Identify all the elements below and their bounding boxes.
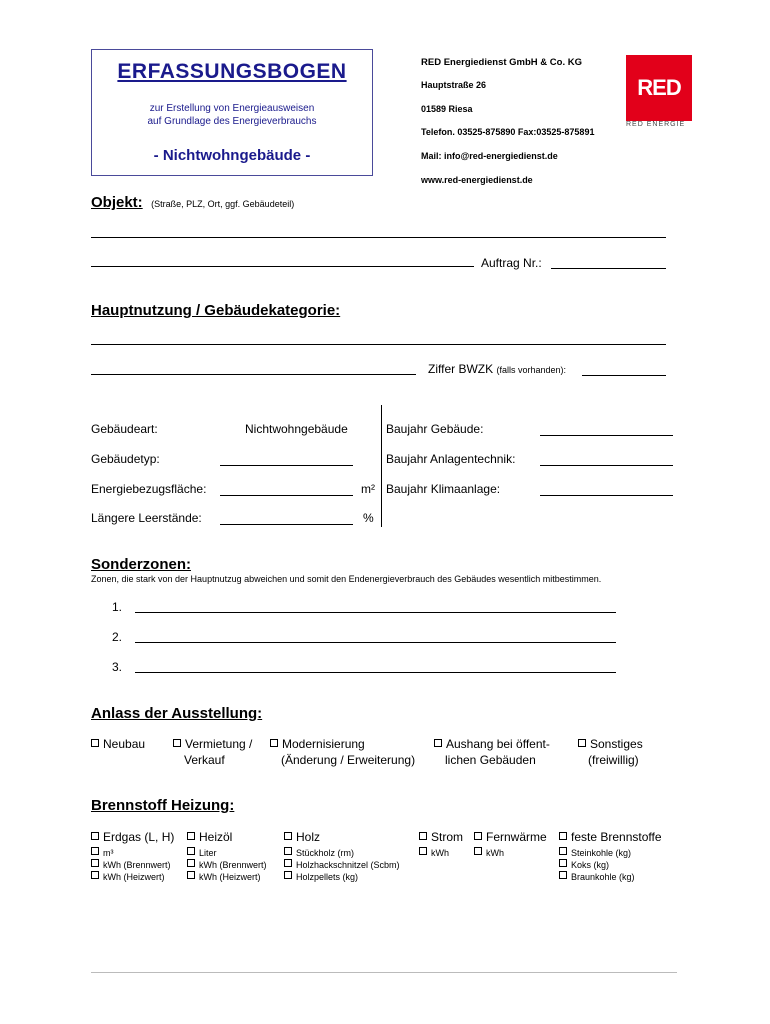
anlass-label: Anlass der Ausstellung: bbox=[91, 705, 263, 722]
subtitle-line-2: auf Grundlage des Energieverbrauchs bbox=[147, 116, 317, 127]
sonderzone-line-3[interactable] bbox=[135, 672, 616, 673]
checkbox-sonstiges[interactable] bbox=[578, 739, 586, 747]
gebaeudetyp-label: Gebäudetyp: bbox=[91, 452, 160, 466]
hauptnutzung-label: Hauptnutzung / Gebäudekategorie: bbox=[91, 302, 341, 319]
fernwaerme-unit-kwh-label: kWh bbox=[486, 848, 504, 858]
fernwaerme-unit-kwh[interactable] bbox=[474, 847, 504, 858]
checkbox-feste-steinkohle[interactable] bbox=[559, 847, 567, 855]
anlass-neubau[interactable] bbox=[91, 737, 145, 751]
gebaeudeart-label: Gebäudeart: bbox=[91, 422, 158, 436]
erdgas-unit-kwh-heizwert-label: kWh (Heizwert) bbox=[103, 872, 165, 882]
anlass-neubau-label: Neubau bbox=[103, 737, 146, 751]
checkbox-heizoel-kwh-heizwert[interactable] bbox=[187, 871, 195, 879]
sonderzone-number-2: 2. bbox=[112, 630, 123, 644]
checkbox-holz[interactable] bbox=[284, 832, 292, 840]
heizoel-unit-kwh-brennwert[interactable] bbox=[187, 859, 267, 870]
energiebezug-label: Energiebezugsfläche: bbox=[91, 482, 207, 496]
feste-unit-steinkohle[interactable] bbox=[559, 847, 631, 858]
company-street: Hauptstraße 26 bbox=[421, 80, 487, 90]
energiebezug-input-line[interactable] bbox=[220, 495, 353, 496]
logo-subtext: RED ENERGIE bbox=[626, 121, 686, 128]
anlass-vermietung-label: Vermietung / bbox=[185, 737, 253, 751]
checkbox-aushang[interactable] bbox=[434, 739, 442, 747]
checkbox-neubau[interactable] bbox=[91, 739, 99, 747]
anlass-modernisierung-line-2: (Änderung / Erweiterung) bbox=[281, 753, 416, 767]
gebaeudeart-value: Nichtwohngebäude bbox=[245, 422, 348, 436]
holz-unit-pellets[interactable] bbox=[284, 871, 358, 882]
baujahr-anlagen-input-line[interactable] bbox=[540, 465, 673, 466]
erdgas-unit-kwh-heizwert[interactable] bbox=[91, 871, 165, 882]
brennstoff-feste[interactable] bbox=[559, 830, 662, 844]
heizoel-unit-kwh-heizwert[interactable] bbox=[187, 871, 261, 882]
checkbox-fernwaerme-kwh[interactable] bbox=[474, 847, 482, 855]
objekt-hint: (Straße, PLZ, Ort, ggf. Gebäudeteil) bbox=[151, 199, 295, 209]
objekt-line-1[interactable] bbox=[91, 237, 666, 238]
anlass-aushang[interactable] bbox=[434, 737, 550, 751]
anlass-aushang-line-2: lichen Gebäuden bbox=[445, 753, 536, 767]
checkbox-fernwaerme[interactable] bbox=[474, 832, 482, 840]
checkbox-feste-braunkohle[interactable] bbox=[559, 871, 567, 879]
leerstaende-unit: % bbox=[363, 511, 374, 525]
sonderzone-line-1[interactable] bbox=[135, 612, 616, 613]
company-web: www.red-energiedienst.de bbox=[421, 175, 533, 185]
feste-unit-koks[interactable] bbox=[559, 859, 609, 870]
holz-unit-hackschnitzel[interactable] bbox=[284, 859, 400, 870]
footer-divider bbox=[91, 972, 677, 973]
leerstaende-label: Längere Leerstände: bbox=[91, 511, 202, 525]
company-name: RED Energiedienst GmbH & Co. KG bbox=[421, 57, 582, 68]
anlass-sonstiges-line-2: (freiwillig) bbox=[588, 753, 639, 767]
checkbox-holz-pellets[interactable] bbox=[284, 871, 292, 879]
sonderzone-number-1: 1. bbox=[112, 600, 123, 614]
objekt-line-2[interactable] bbox=[91, 266, 474, 267]
checkbox-feste-koks[interactable] bbox=[559, 859, 567, 867]
auftrag-input-line[interactable] bbox=[551, 268, 666, 269]
heizoel-unit-kwh-brennwert-label: kWh (Brennwert) bbox=[199, 860, 267, 870]
company-city: 01589 Riesa bbox=[421, 104, 473, 114]
ziffer-colon: : bbox=[563, 365, 567, 375]
checkbox-modernisierung[interactable] bbox=[270, 739, 278, 747]
heizoel-unit-kwh-heizwert-label: kWh (Heizwert) bbox=[199, 872, 261, 882]
strom-label: Strom bbox=[431, 830, 464, 844]
erdgas-unit-m3-label: m³ bbox=[103, 848, 114, 858]
brennstoff-label: Brennstoff Heizung: bbox=[91, 797, 235, 814]
brennstoff-heizoel[interactable] bbox=[187, 830, 232, 844]
strom-unit-kwh[interactable] bbox=[419, 847, 449, 858]
auftrag-label: Auftrag Nr.: bbox=[481, 256, 542, 270]
objekt-section bbox=[91, 194, 294, 212]
red-logo bbox=[626, 55, 692, 121]
checkbox-strom[interactable] bbox=[419, 832, 427, 840]
holz-unit-hackschnitzel-label: Holzhackschnitzel (Scbm) bbox=[296, 860, 400, 870]
leerstaende-input-line[interactable] bbox=[220, 524, 353, 525]
checkbox-heizoel-kwh-brennwert[interactable] bbox=[187, 859, 195, 867]
sonderzonen-description: Zonen, die stark von der Hauptnutzug abweichen und somit den Endenergieverbrauch des Gebäudes wesentlich mitbestimmen. bbox=[91, 574, 602, 584]
erdgas-unit-m3[interactable] bbox=[91, 847, 114, 858]
ziffer-label: Ziffer BWZK bbox=[428, 362, 494, 376]
energiebezug-unit: m² bbox=[361, 482, 375, 496]
holz-label: Holz bbox=[296, 830, 321, 844]
feste-label: feste Brennstoffe bbox=[571, 830, 662, 844]
heizoel-unit-liter-label: Liter bbox=[199, 848, 217, 858]
ziffer-hint: (falls vorhanden) bbox=[496, 365, 564, 375]
feste-unit-braunkohle[interactable] bbox=[559, 871, 635, 882]
checkbox-erdgas[interactable] bbox=[91, 832, 99, 840]
checkbox-holz-stueckholz[interactable] bbox=[284, 847, 292, 855]
subtitle-line-1: zur Erstellung von Energieausweisen bbox=[149, 103, 315, 114]
erdgas-unit-kwh-brennwert-label: kWh (Brennwert) bbox=[103, 860, 171, 870]
anlass-aushang-label: Aushang bei öffent- bbox=[446, 737, 550, 751]
brennstoff-strom[interactable] bbox=[419, 830, 463, 844]
checkbox-holz-hackschnitzel[interactable] bbox=[284, 859, 292, 867]
anlass-modernisierung-label: Modernisierung bbox=[282, 737, 365, 751]
baujahr-anlagen-label: Baujahr Anlagentechnik: bbox=[386, 452, 516, 466]
details-divider bbox=[381, 405, 382, 527]
anlass-sonstiges-label: Sonstiges bbox=[590, 737, 643, 751]
erdgas-label: Erdgas (L, H) bbox=[103, 830, 175, 844]
hauptnutzung-line-2[interactable] bbox=[91, 374, 416, 375]
building-kind: - Nichtwohngebäude - bbox=[153, 147, 311, 164]
holz-unit-stueckholz-label: Stückholz (rm) bbox=[296, 848, 355, 858]
brennstoff-fernwaerme[interactable] bbox=[474, 830, 547, 844]
checkbox-heizoel[interactable] bbox=[187, 832, 195, 840]
feste-unit-koks-label: Koks (kg) bbox=[571, 860, 610, 870]
feste-unit-steinkohle-label: Steinkohle (kg) bbox=[571, 848, 632, 858]
checkbox-erdgas-kwh-brennwert[interactable] bbox=[91, 859, 99, 867]
sonderzone-line-2[interactable] bbox=[135, 642, 616, 643]
strom-unit-kwh-label: kWh bbox=[431, 848, 449, 858]
holz-unit-pellets-label: Holzpellets (kg) bbox=[296, 872, 359, 882]
anlass-vermietung[interactable] bbox=[173, 737, 252, 751]
sonderzonen-label: Sonderzonen: bbox=[91, 556, 191, 573]
company-mail: Mail: info@red-energiedienst.de bbox=[421, 151, 558, 161]
checkbox-heizoel-liter[interactable] bbox=[187, 847, 195, 855]
sonderzone-number-3: 3. bbox=[112, 660, 123, 674]
gebaeudetyp-input-line[interactable] bbox=[220, 465, 353, 466]
checkbox-vermietung[interactable] bbox=[173, 739, 181, 747]
form-title: ERFASSUNGSBOGEN bbox=[117, 60, 347, 83]
objekt-label: Objekt: bbox=[91, 194, 143, 211]
anlass-modernisierung[interactable] bbox=[270, 737, 365, 751]
anlass-sonstiges[interactable] bbox=[578, 737, 643, 751]
checkbox-feste[interactable] bbox=[559, 832, 567, 840]
holz-unit-stueckholz[interactable] bbox=[284, 847, 354, 858]
checkbox-strom-kwh[interactable] bbox=[419, 847, 427, 855]
brennstoff-holz[interactable] bbox=[284, 830, 320, 844]
company-phone-fax: Telefon. 03525-875890 Fax:03525-875891 bbox=[421, 127, 595, 137]
baujahr-gebaeude-input-line[interactable] bbox=[540, 435, 673, 436]
feste-unit-braunkohle-label: Braunkohle (kg) bbox=[571, 872, 635, 882]
ziffer-bwzk bbox=[428, 362, 566, 376]
heizoel-label: Heizöl bbox=[199, 830, 233, 844]
hauptnutzung-line-1[interactable] bbox=[91, 344, 666, 345]
checkbox-erdgas-kwh-heizwert[interactable] bbox=[91, 871, 99, 879]
ziffer-input-line[interactable] bbox=[582, 375, 666, 376]
baujahr-klima-label: Baujahr Klimaanlage: bbox=[386, 482, 501, 496]
heizoel-unit-liter[interactable] bbox=[187, 847, 217, 858]
baujahr-gebaeude-label: Baujahr Gebäude: bbox=[386, 422, 484, 436]
checkbox-erdgas-m3[interactable] bbox=[91, 847, 99, 855]
fernwaerme-label: Fernwärme bbox=[486, 830, 547, 844]
baujahr-klima-input-line[interactable] bbox=[540, 495, 673, 496]
brennstoff-erdgas[interactable] bbox=[91, 830, 174, 844]
anlass-vermietung-line-2: Verkauf bbox=[184, 753, 225, 767]
title-box bbox=[91, 49, 373, 176]
erdgas-unit-kwh-brennwert[interactable] bbox=[91, 859, 171, 870]
logo-text: RED bbox=[637, 75, 681, 100]
